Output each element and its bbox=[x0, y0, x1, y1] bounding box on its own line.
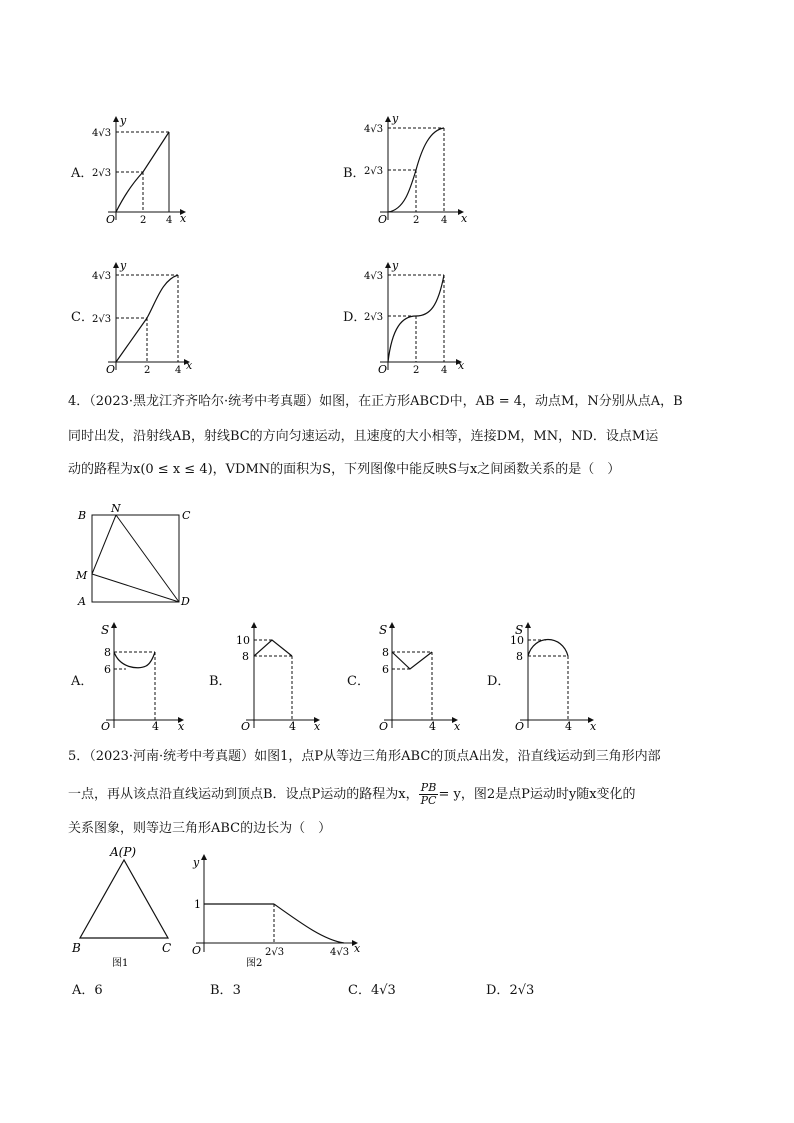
q3d-x-axis: x bbox=[458, 359, 465, 372]
q5-fig1-triangle bbox=[68, 842, 188, 972]
q3c-origin: O bbox=[106, 363, 116, 376]
q5-choice-d-label: D． bbox=[486, 983, 510, 998]
q5-line-2a: 一点，再从该点沿直线运动到顶点B．设点P运动的路程为x， bbox=[68, 787, 419, 802]
q4-option-c bbox=[344, 620, 474, 735]
q4-line-3: 动的路程为x(0 ≤ x ≤ 4)，VDMN的面积为S，下列图像中能反映S与x之间函数关系的是（ ） bbox=[68, 462, 621, 477]
q5-line-2 bbox=[68, 782, 636, 807]
q3-graph-c bbox=[68, 258, 198, 378]
q3-option-a-label: A． bbox=[71, 166, 94, 181]
q5-choice-b-label: B． bbox=[210, 983, 233, 998]
q5-choice-b[interactable] bbox=[210, 982, 241, 1000]
q3a-y-top: 4√3 bbox=[92, 128, 112, 139]
q4a-tick-8: 8 bbox=[104, 646, 111, 659]
q4-option-b-label: B． bbox=[209, 674, 232, 689]
q4-graph-b bbox=[206, 620, 336, 735]
q4-option-a-label: A． bbox=[71, 674, 94, 689]
q5-choice-a-label: A． bbox=[72, 983, 95, 998]
q3b-origin: O bbox=[378, 213, 388, 226]
q3a-y-mid: 2√3 bbox=[92, 168, 112, 179]
q4-square-figure bbox=[72, 502, 202, 607]
q4c-x-axis: x bbox=[454, 720, 461, 733]
q4c-tick-6: 6 bbox=[382, 663, 389, 676]
q5-choice-b-value: 3 bbox=[232, 983, 241, 998]
q5-fig1-caption: 图1 bbox=[112, 958, 129, 969]
q3a-y-axis: y bbox=[120, 114, 127, 127]
q3c-y-mid: 2√3 bbox=[92, 314, 112, 325]
q3a-x-mid: 2 bbox=[140, 215, 147, 226]
q3-graph-b bbox=[340, 112, 470, 232]
q3-option-c bbox=[68, 258, 198, 378]
q3-option-d-label: D． bbox=[343, 310, 367, 325]
q4-label-a: A bbox=[78, 595, 86, 607]
q3c-x-end: 4 bbox=[175, 365, 182, 376]
q4-label-c: C bbox=[182, 509, 191, 522]
q4-graph-c bbox=[344, 620, 474, 735]
q3-option-b-label: B． bbox=[343, 166, 366, 181]
q4a-tick-6: 6 bbox=[104, 663, 111, 676]
q3c-y-axis: y bbox=[120, 259, 127, 272]
q4c-origin: O bbox=[379, 720, 389, 733]
q5-fig2-y-axis: y bbox=[193, 856, 200, 869]
q3c-y-top: 4√3 bbox=[92, 271, 112, 282]
q3-option-b bbox=[340, 112, 470, 232]
q5-fig1-b: B bbox=[72, 941, 81, 955]
q5-fig2-x-mid: 2√3 bbox=[265, 947, 285, 958]
q5-fig1-c: C bbox=[162, 941, 172, 955]
q3-graph-d bbox=[340, 258, 470, 378]
q4a-x-axis: x bbox=[178, 720, 185, 733]
q5-line-2b: = y，图2是点P运动时y随x变化的 bbox=[438, 787, 636, 802]
q5-fig2-x-axis: x bbox=[354, 942, 361, 955]
q3c-x-axis: x bbox=[186, 359, 193, 372]
q3-option-a bbox=[68, 112, 198, 232]
q5-choice-a[interactable] bbox=[72, 982, 103, 1000]
q4c-tick-8: 8 bbox=[382, 646, 389, 659]
q3a-x-end: 4 bbox=[166, 215, 173, 226]
q5-fig2-tick-1: 1 bbox=[194, 898, 201, 911]
q4-label-b: B bbox=[78, 509, 87, 522]
q5-choice-a-value: 6 bbox=[94, 983, 103, 998]
q5-fig2-caption: 图2 bbox=[246, 958, 263, 969]
q3d-origin: O bbox=[378, 363, 388, 376]
q5-choice-d[interactable] bbox=[486, 982, 534, 1000]
q3b-y-axis: y bbox=[392, 112, 399, 125]
q4-option-c-label: C． bbox=[347, 674, 370, 689]
q4b-x-end: 4 bbox=[289, 720, 296, 733]
q5-frac-den: PC bbox=[420, 794, 437, 807]
q4d-x-axis: x bbox=[590, 720, 597, 733]
q3d-x-mid: 2 bbox=[413, 365, 420, 376]
q4-line-1: 4．（2023·黑龙江齐齐哈尔·统考中考真题）如图，在正方形ABCD中，AB = 4，动点M，N分别从点A，B bbox=[68, 394, 683, 409]
q4-line-2: 同时出发，沿射线AB，射线BC的方向匀速运动，且速度的大小相等，连接DM，MN，ND．设点M运 bbox=[68, 429, 659, 444]
q4d-x-end: 4 bbox=[565, 720, 572, 733]
q4b-origin: O bbox=[241, 720, 251, 733]
q4c-y-axis: S bbox=[379, 623, 388, 637]
q3-graph-a bbox=[68, 112, 198, 232]
q4-label-d: D bbox=[181, 595, 190, 607]
q4c-x-end: 4 bbox=[429, 720, 436, 733]
q4-label-m: M bbox=[76, 569, 88, 582]
q4a-y-axis: S bbox=[101, 623, 110, 637]
q3d-y-mid: 2√3 bbox=[364, 312, 384, 323]
q4-graph-d bbox=[484, 620, 614, 735]
q5-choice-c-label: C． bbox=[348, 983, 371, 998]
q4d-tick-10: 10 bbox=[510, 634, 524, 647]
q3b-x-mid: 2 bbox=[413, 215, 420, 226]
q3d-x-end: 4 bbox=[441, 365, 448, 376]
q3b-y-top: 4√3 bbox=[364, 124, 384, 135]
q3b-x-axis: x bbox=[461, 212, 468, 225]
q4b-x-axis: x bbox=[314, 720, 321, 733]
q5-choice-d-value: 2√3 bbox=[509, 983, 535, 998]
q4-option-a bbox=[68, 620, 198, 735]
q4-graph-a bbox=[68, 620, 198, 735]
q4-option-b bbox=[206, 620, 336, 735]
q4d-tick-8: 8 bbox=[516, 650, 523, 663]
q4-label-n: N bbox=[111, 502, 121, 515]
q4a-x-end: 4 bbox=[152, 720, 159, 733]
q3a-x-axis: x bbox=[180, 212, 187, 225]
q3d-y-axis: y bbox=[392, 259, 399, 272]
q5-fraction bbox=[419, 782, 439, 807]
q5-fig2-graph bbox=[184, 848, 364, 978]
q3-option-d bbox=[340, 258, 470, 378]
q5-fig2-x-end: 4√3 bbox=[330, 947, 350, 958]
q3a-origin: O bbox=[106, 213, 116, 226]
q5-fig1-apex: A(P) bbox=[110, 845, 137, 859]
q5-choice-c-value: 4√3 bbox=[370, 983, 396, 998]
q3c-x-mid: 2 bbox=[144, 365, 151, 376]
q4-option-d-label: D． bbox=[487, 674, 511, 689]
q4-option-d bbox=[484, 620, 614, 735]
q3-option-c-label: C． bbox=[71, 310, 94, 325]
q5-fig2-origin: O bbox=[192, 944, 202, 957]
q3b-y-mid: 2√3 bbox=[364, 166, 384, 177]
q3d-y-top: 4√3 bbox=[364, 271, 384, 282]
q5-line-3: 关系图象，则等边三角形ABC的边长为（ ） bbox=[68, 821, 332, 836]
q5-line-1: 5．（2023·河南·统考中考真题）如图1，点P从等边三角形ABC的顶点A出发，沿直线运动到三角形内部 bbox=[68, 749, 661, 764]
q3b-x-end: 4 bbox=[441, 215, 448, 226]
q4b-tick-8: 8 bbox=[242, 650, 249, 663]
q4a-origin: O bbox=[101, 720, 111, 733]
q4b-tick-10: 10 bbox=[236, 634, 250, 647]
q5-frac-num: PB bbox=[419, 782, 439, 795]
q4d-origin: O bbox=[515, 720, 525, 733]
q5-choice-c[interactable] bbox=[348, 982, 396, 1000]
q4d-y-axis: S bbox=[515, 623, 524, 637]
